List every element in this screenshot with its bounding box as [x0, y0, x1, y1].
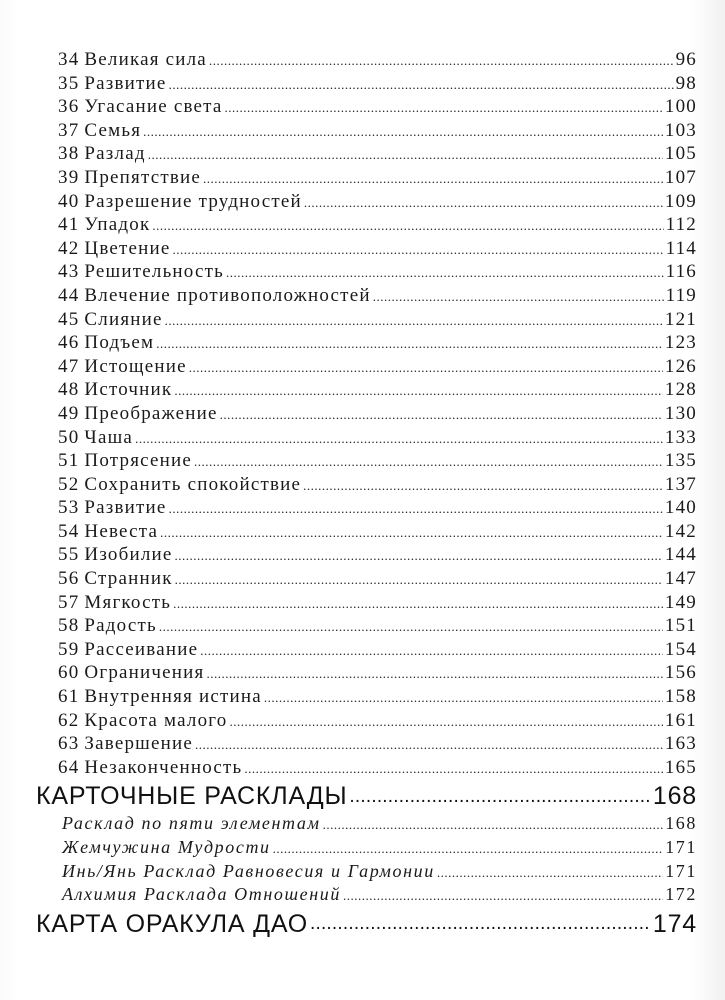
- toc-entry[interactable]: [0, 73, 697, 97]
- entry-title: Рассеивание: [84, 638, 199, 660]
- entry-number: 54: [58, 520, 80, 542]
- entry-title: Завершение: [84, 733, 193, 755]
- dot-leader: [195, 737, 663, 753]
- dot-leader: [273, 841, 664, 857]
- dot-leader: [160, 525, 663, 541]
- entry-number: 50: [58, 426, 80, 448]
- toc-entry[interactable]: [0, 96, 697, 120]
- spread-entry[interactable]: [0, 837, 697, 861]
- spread-title: Инь/Янь Расклад Равновесия и Гармонии: [62, 860, 435, 881]
- entry-title: Странник: [84, 568, 173, 590]
- dot-leader: [169, 77, 674, 93]
- toc-entry[interactable]: [0, 686, 697, 710]
- entry-number: 45: [58, 308, 80, 330]
- entry-number: 47: [58, 355, 80, 377]
- toc-entry[interactable]: [0, 568, 697, 592]
- toc-entry[interactable]: [0, 710, 697, 734]
- entry-page-number: 103: [664, 119, 697, 141]
- toc-entry[interactable]: [0, 120, 697, 144]
- toc-entry[interactable]: [0, 450, 697, 474]
- entry-page-number: 165: [664, 756, 697, 778]
- dot-leader: [194, 454, 663, 470]
- entry-title: Подъем: [84, 332, 155, 354]
- entry-number: 41: [58, 214, 80, 236]
- entry-page-number: 147: [664, 568, 697, 590]
- entry-page-number: 158: [664, 686, 697, 708]
- entry-title: Великая сила: [84, 49, 207, 70]
- entry-number: 46: [58, 332, 80, 354]
- entry-title: Разрешение трудностей: [84, 190, 302, 212]
- toc-entry[interactable]: [0, 757, 697, 781]
- dot-leader: [206, 666, 662, 682]
- table-of-contents: [0, 49, 725, 941]
- entry-page-number: 149: [664, 591, 697, 613]
- entry-page-number: 119: [665, 284, 697, 306]
- entry-title: Внутренняя истина: [84, 686, 262, 708]
- section-oracle-card[interactable]: [0, 908, 697, 941]
- hexagram-entries: [0, 49, 725, 780]
- section-page-number: 168: [652, 782, 697, 811]
- entry-page-number: 144: [664, 544, 697, 566]
- entry-title: Чаша: [84, 426, 134, 448]
- entry-title: Мягкость: [84, 591, 172, 613]
- entry-title: Развитие: [84, 497, 167, 519]
- entry-title: Преображение: [84, 402, 218, 424]
- toc-entry[interactable]: [0, 238, 697, 262]
- toc-entry[interactable]: [0, 615, 697, 639]
- entry-number: 49: [58, 402, 80, 424]
- dot-leader: [156, 336, 663, 352]
- entry-page-number: 98: [675, 72, 697, 94]
- entry-page-number: 107: [664, 166, 697, 188]
- dot-leader: [220, 407, 663, 423]
- spread-entry[interactable]: [0, 884, 697, 908]
- entry-page-number: 154: [664, 638, 697, 660]
- toc-entry[interactable]: [0, 261, 697, 285]
- entry-number: 56: [58, 568, 80, 590]
- entry-title: Ограничения: [84, 662, 205, 684]
- toc-entry[interactable]: [0, 497, 697, 521]
- entry-title: Радость: [84, 615, 157, 637]
- entry-title: Изобилие: [84, 544, 173, 566]
- dot-leader: [165, 313, 663, 329]
- entry-number: 51: [58, 450, 80, 472]
- entry-page-number: 163: [664, 733, 697, 755]
- spread-entry[interactable]: [0, 813, 697, 837]
- entry-page-number: 96: [675, 49, 697, 70]
- toc-entry[interactable]: [0, 403, 697, 427]
- entry-number: 52: [58, 473, 80, 495]
- entry-title: Решительность: [84, 261, 224, 283]
- toc-entry[interactable]: [0, 521, 697, 545]
- entry-title: Сохранить спокойствие: [84, 473, 302, 495]
- dot-leader: [169, 501, 663, 517]
- entry-title: Невеста: [84, 520, 159, 542]
- toc-entry[interactable]: [0, 167, 697, 191]
- entry-number: 39: [58, 166, 80, 188]
- entry-title: Развитие: [84, 72, 167, 94]
- entry-page-number: 112: [665, 214, 697, 236]
- section-card-spreads[interactable]: [0, 780, 697, 813]
- dot-leader: [226, 265, 664, 281]
- dot-leader: [152, 218, 663, 234]
- entry-title: Препятствие: [84, 166, 202, 188]
- dot-leader: [175, 572, 663, 588]
- toc-entry[interactable]: [0, 592, 697, 616]
- entry-title: Разлад: [84, 143, 146, 165]
- entry-number: 59: [58, 638, 80, 660]
- spread-title: Расклад по пяти элементам: [62, 813, 321, 834]
- dot-leader: [189, 360, 663, 376]
- entry-page-number: 130: [664, 402, 697, 424]
- entry-page-number: 140: [664, 497, 697, 519]
- dot-leader: [230, 714, 663, 730]
- entry-number: 58: [58, 615, 80, 637]
- dot-leader: [349, 786, 650, 808]
- entry-title: Угасание света: [84, 96, 223, 118]
- entry-page-number: 142: [664, 520, 697, 542]
- dot-leader: [173, 596, 663, 612]
- entry-number: 64: [58, 756, 80, 778]
- entry-number: 35: [58, 72, 80, 94]
- entry-page-number: 137: [664, 473, 697, 495]
- dot-leader: [173, 242, 664, 258]
- dot-leader: [209, 53, 674, 69]
- entry-number: 43: [58, 261, 80, 283]
- entry-number: 36: [58, 96, 80, 118]
- toc-entry[interactable]: [0, 356, 697, 380]
- entry-page-number: 114: [665, 237, 697, 259]
- entry-title: Потрясение: [84, 450, 193, 472]
- entry-page-number: 105: [664, 143, 697, 165]
- toc-entry[interactable]: [0, 662, 697, 686]
- entry-number: 62: [58, 709, 80, 731]
- toc-entry[interactable]: [0, 332, 697, 356]
- dot-leader: [373, 289, 664, 305]
- entry-number: 53: [58, 497, 80, 519]
- entry-page-number: 109: [664, 190, 697, 212]
- dot-leader: [310, 913, 651, 935]
- dot-leader: [148, 147, 663, 163]
- spread-title: Алхимия Расклада Отношений: [62, 884, 341, 905]
- dot-leader: [244, 761, 663, 777]
- toc-entry[interactable]: [0, 309, 697, 333]
- toc-entry[interactable]: [0, 285, 697, 309]
- entry-page-number: 100: [664, 96, 697, 118]
- spread-page-number: 171: [665, 860, 697, 881]
- entry-title: Источник: [84, 379, 173, 401]
- entry-number: 42: [58, 237, 80, 259]
- toc-entry[interactable]: [0, 49, 697, 73]
- section-page-number: 174: [652, 909, 697, 938]
- dot-leader: [175, 548, 663, 564]
- entry-page-number: 156: [664, 662, 697, 684]
- dot-leader: [174, 383, 663, 399]
- spread-page-number: 168: [665, 813, 697, 834]
- dot-leader: [437, 865, 663, 881]
- entry-page-number: 116: [665, 261, 697, 283]
- entry-page-number: 126: [664, 355, 697, 377]
- entry-number: 60: [58, 662, 80, 684]
- entry-title: Слияние: [84, 308, 163, 330]
- spread-page-number: 172: [665, 884, 697, 905]
- entry-title: Семья: [84, 119, 142, 141]
- toc-entry[interactable]: [0, 379, 697, 403]
- entry-page-number: 133: [664, 426, 697, 448]
- entry-number: 37: [58, 119, 80, 141]
- toc-entry[interactable]: [0, 427, 697, 451]
- dot-leader: [203, 171, 663, 187]
- toc-entry[interactable]: [0, 639, 697, 663]
- section-title: КАРТА ОРАКУЛА ДАО: [36, 909, 308, 938]
- entry-number: 34: [58, 49, 80, 70]
- entry-title: Цветение: [84, 237, 171, 259]
- entry-page-number: 161: [664, 709, 697, 731]
- entry-page-number: 121: [664, 308, 697, 330]
- toc-entry[interactable]: [0, 191, 697, 215]
- dot-leader: [304, 195, 663, 211]
- entry-title: Красота малого: [84, 709, 228, 731]
- dot-leader: [159, 619, 663, 635]
- dot-leader: [143, 124, 663, 140]
- spread-title: Жемчужина Мудрости: [62, 837, 271, 857]
- entry-number: 48: [58, 379, 80, 401]
- dot-leader: [135, 431, 663, 447]
- dot-leader: [225, 100, 663, 116]
- entry-title: Упадок: [84, 214, 151, 236]
- entry-page-number: 128: [664, 379, 697, 401]
- entry-title: Истощение: [84, 355, 187, 377]
- entry-number: 63: [58, 733, 80, 755]
- entry-page-number: 151: [664, 615, 697, 637]
- dot-leader: [264, 690, 663, 706]
- entry-page-number: 123: [664, 332, 697, 354]
- section-title: КАРТОЧНЫЕ РАСКЛАДЫ: [36, 782, 348, 811]
- toc-entry[interactable]: [0, 733, 697, 757]
- entry-number: 40: [58, 190, 80, 212]
- entry-page-number: 135: [664, 450, 697, 472]
- toc-entry[interactable]: [0, 214, 697, 238]
- dot-leader: [323, 817, 664, 833]
- toc-entry[interactable]: [0, 544, 697, 568]
- dot-leader: [343, 888, 663, 904]
- entry-number: 57: [58, 591, 80, 613]
- entry-title: Незаконченность: [84, 756, 243, 778]
- entry-number: 38: [58, 143, 80, 165]
- dot-leader: [303, 478, 663, 494]
- entry-number: 61: [58, 686, 80, 708]
- spread-entry[interactable]: [0, 861, 697, 885]
- spread-page-number: 171: [665, 837, 697, 857]
- toc-entry[interactable]: [0, 143, 697, 167]
- toc-entry[interactable]: [0, 474, 697, 498]
- dot-leader: [200, 643, 663, 659]
- entry-number: 55: [58, 544, 80, 566]
- entry-title: Влечение противоположностей: [84, 284, 371, 306]
- spread-entries: [0, 813, 725, 907]
- entry-number: 44: [58, 284, 80, 306]
